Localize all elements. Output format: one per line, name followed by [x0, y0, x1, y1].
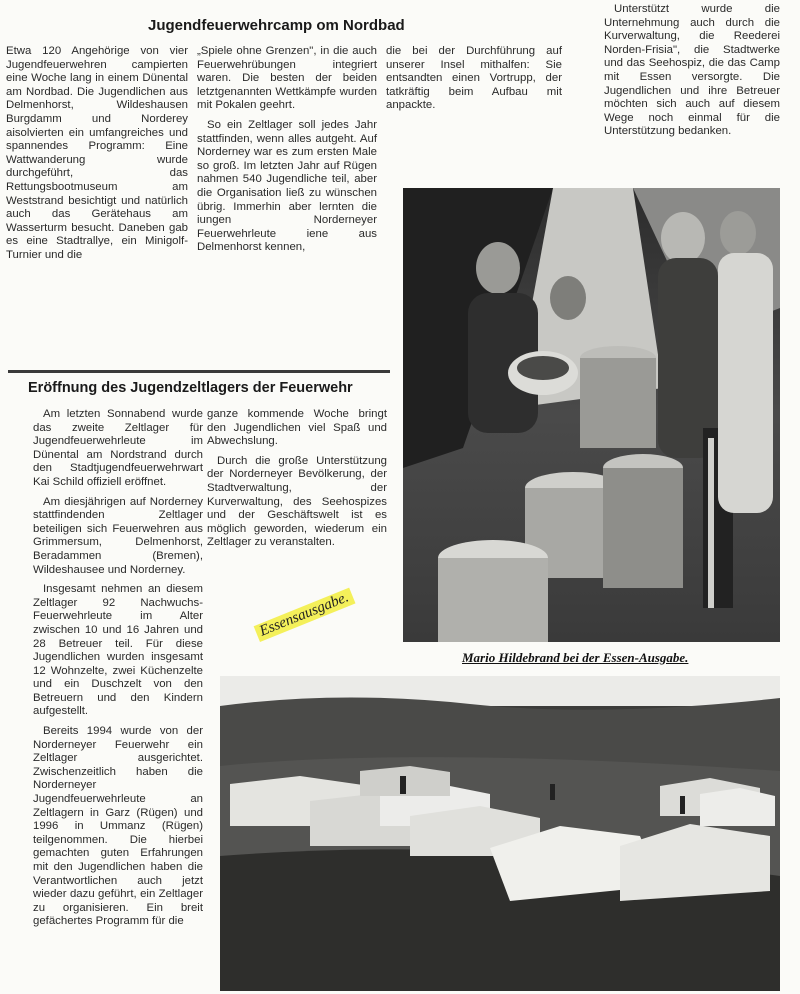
photo-tent-camp: [220, 676, 780, 991]
photo-food-distribution-image: [403, 188, 780, 642]
article1-col1: [6, 45, 188, 263]
article1-col2b-text: So ein Zeltlager soll jedes Jahr stattfinden, wenn alles autgeht. Auf Norderney war es zum ersten Male so groß. Im letzten Jahr auf Rügen nahmen 540 Jugendliche teil, aber die Organisation ließ zu wünschen übrig. Immerhin aber lernten die iungen Norderneyer Feuerwehrleute iene aus Delmenhorst kennen,: [197, 118, 377, 254]
article1-col1-text: Etwa 120 Angehörige von vier Jugendfeuerwehren campierten eine Woche lang in einem Dünental am Nordbad. Die Jugendlichen aus Delmenhorst, Wildeshausen Burgdamm und Norderey aisolvierten ein umfangreiches und spannendes Programm: Eine Wattwanderung wurde durchgeführt, das Rettungsbootmuseum am Weststrand besichtigt und natürlich auch das Gerätehaus am Wasserturm besucht. Daneben gab es eine Stadtrallye, ein Minigolf-Turnier und die: [6, 45, 188, 261]
article2-headline: Eröffnung des Jugendzeltlagers der Feuerwehr: [28, 380, 353, 396]
article1-col3-text: die bei der Durchführung auf unserer Insel mithalfen: Sie entsandten einen Vortrupp, der tatkräftig beim Aufbau mit anpackte.: [386, 45, 562, 112]
article2-col2-p1: ganze kommende Woche bringt den Jugendlichen viel Spaß und Abwechslung.: [207, 408, 387, 448]
article2-col1: [33, 408, 203, 929]
article1-col2: [197, 45, 377, 255]
article1-col2a-text: „Spiele ohne Grenzen", in die auch Feuerwehrübungen integriert waren. Die besten der beiden letztgenannten Wettkämpfe wurden mit Pokalen geehrt.: [197, 45, 377, 112]
article1-col3: [386, 45, 562, 113]
article1-col4: [604, 3, 780, 139]
article2-col1-p4: Bereits 1994 wurde von der Norderneyer Feuerwehr ein Zeltlager ausgerichtet. Zwischenzeitlich haben die Norderneyer Jugendfeuerwehrleute an Zeltlagern in Garz (Rügen) und 1996 in Ummanz (Rügen) teilgenommen. Die hierbei gemachten guten Erfahrungen mit den Jugendlichen haben die Verantwortlichen auch jetzt wieder dazu geführt, ein Zeltlager zu organisieren. Ein breit gefächertes Programm für die: [33, 725, 203, 928]
article2-col2: [207, 408, 387, 550]
article2-col1-p3: Insgesamt nehmen an diesem Zeltlager 92 Nachwuchs-Feuerwehrleute im Alter zwischen 10 und 16 Jahren und 28 Betreuer teil. Für diese Jugendlichen wurden insgesamt 12 Wohnzelte, zwei Küchenzelte und ein Duschzelt von den Betreuern und den Kindern aufgestellt.: [33, 583, 203, 718]
essensausgabe-stamp: Essensausgabe.: [254, 588, 355, 642]
article2-col2-p2: Durch die große Unterstützung der Norderneyer Bevölkerung, der Stadtverwaltung, der Kurverwaltung, des Seehospizes und der Geschäftswelt ist es möglich geworden, wiederum ein Zeltlager zu veranstalten.: [207, 454, 387, 549]
photo-tent-camp-image: [220, 676, 780, 991]
article2-col1-p2: Am diesjährigen auf Norderney stattfindenden Zeltlager beteiligen sich Feuerwehren aus Grimmersum, Delmenhorst, Beradammen (Bremen), Wildeshausee und Norderney.: [33, 495, 203, 576]
article1-col4-text: Unterstützt wurde die Unternehmung auch durch die Kurverwaltung, die Reederei Norden-Frisia", die Stadtwerke und das Seehospiz, die das Camp mit Essen versorgte. Die Jugendlichen und ihre Betreuer möchten sich auch auf diesem Wege noch einmal für die Unterstützung bedanken.: [604, 3, 780, 138]
photo-caption: Mario Hildebrand bei der Essen-Ausgabe.: [462, 650, 689, 665]
article1-headline: Jugendfeuerwehrcamp om Nordbad: [148, 17, 405, 34]
photo-food-distribution: [403, 188, 780, 642]
section-divider: [8, 370, 390, 373]
article2-col1-p1: Am letzten Sonnabend wurde das zweite Zeltlager für Jugendfeuerwehrleute im Dünental am Nordstrand durch den Stadtjugendfeuerwehrwart Kai Schild offiziell eröffnet.: [33, 408, 203, 488]
